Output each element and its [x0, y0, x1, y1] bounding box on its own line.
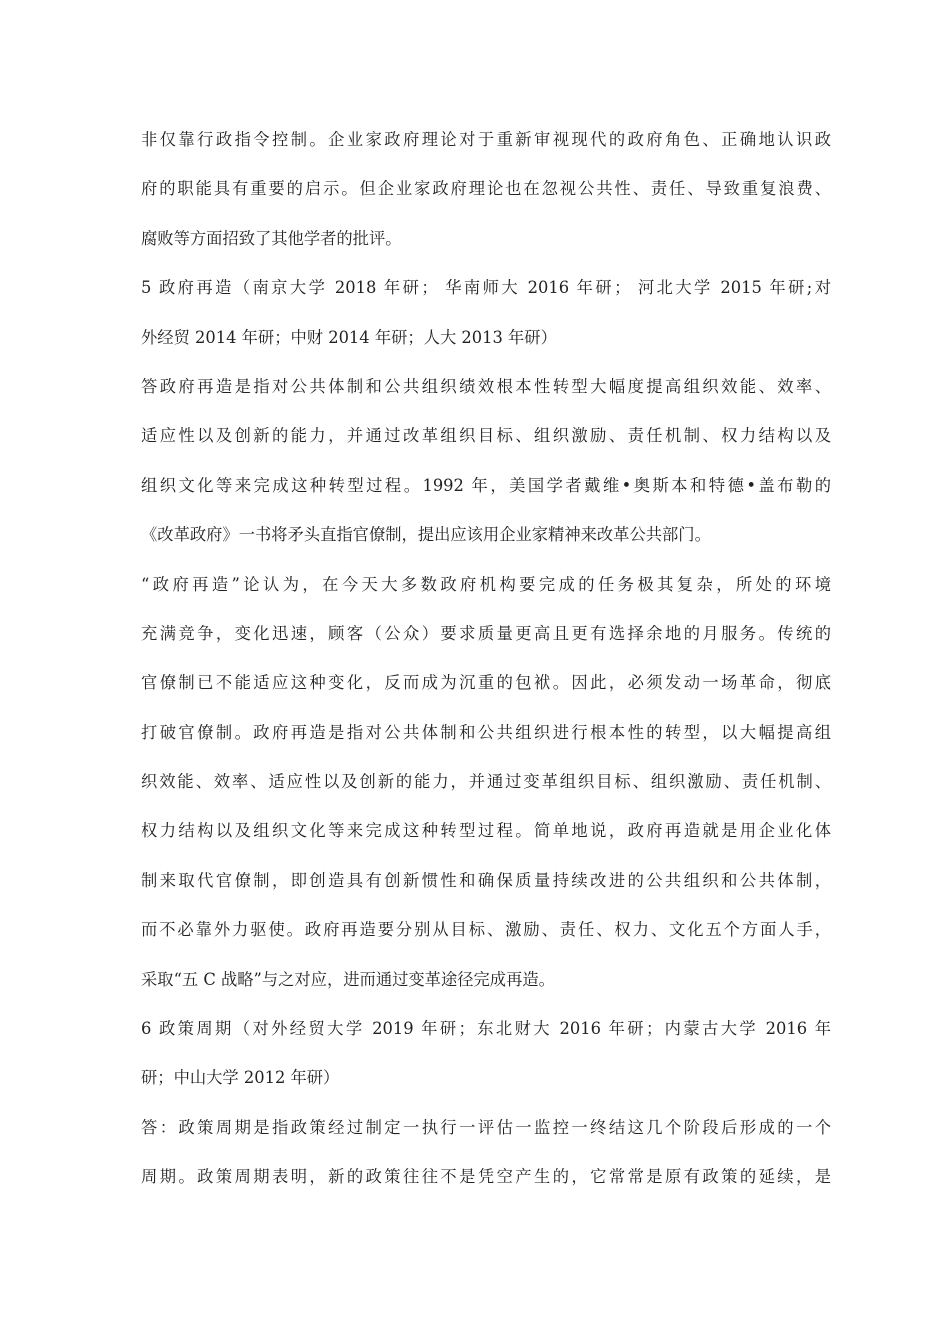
text-line: 答：政策周期是指政策经过制定一执行一评估一监控一终结这几个阶段后形成的一个: [141, 1117, 831, 1137]
text-line: 制来取代官僚制，即创造具有创新惯性和确保质量持续改进的公共组织和公共体制，: [141, 870, 831, 890]
text-line: 充满竞争，变化迅速，顾客（公众）要求质量更高且更有选择余地的月服务。传统的: [141, 623, 831, 643]
text-line: 采取“五 C 战略”与之对应，进而通过变革途径完成再造。: [141, 969, 555, 989]
text-line: 而不必靠外力驱使。政府再造要分别从目标、激励、责任、权力、文化五个方面人手，: [141, 920, 831, 940]
text-line: 非仅靠行政指令控制。企业家政府理论对于重新审视现代的政府角色、正确地认识政: [141, 130, 831, 149]
text-line: 答政府再造是指对公共体制和公共组织绩效根本性转型大幅度提高组织效能、效率、: [141, 376, 831, 396]
text-line: 织效能、效率、适应性以及创新的能力，并通过变革组织目标、组织激励、责任机制、: [141, 772, 831, 792]
text-line: 府的职能具有重要的启示。但企业家政府理论也在忽视公共性、责任、导致重复浪费、: [141, 179, 831, 199]
section-heading-line: 5 政府再造（南京大学 2018 年研； 华南师大 2016 年研； 河北大学 2015 年研;对: [141, 278, 831, 298]
text-line: “政府再造”论认为，在今天大多数政府机构要完成的任务极其复杂，所处的环境: [141, 574, 831, 594]
text-line: 权力结构以及组织文化等来完成这种转型过程。简单地说，政府再造就是用企业化体: [141, 821, 831, 841]
text-line: 周期。政策周期表明，新的政策往往不是凭空产生的，它常常是原有政策的延续，是: [141, 1167, 831, 1187]
section-heading-line: 外经贸 2014 年研；中财 2014 年研；人大 2013 年研）: [141, 327, 557, 347]
text-line: 《改革政府》一书将矛头直指官僚制，提出应该用企业家精神来改革公共部门。: [141, 525, 711, 545]
text-line: 组织文化等来完成这种转型过程。1992 年，美国学者戴维•奥斯本和特德•盖布勒的: [141, 475, 831, 495]
text-line: 官僚制已不能适应这种变化，反而成为沉重的包袱。因此，必须发动一场革命，彻底: [141, 673, 831, 693]
section-heading-line: 研；中山大学 2012 年研）: [141, 1068, 340, 1088]
text-line: 打破官僚制。政府再造是指对公共体制和公共组织进行根本性的转型，以大幅提高组: [141, 722, 831, 742]
section-heading-line: 6 政策周期（对外经贸大学 2019 年研；东北财大 2016 年研；内蒙古大学 2016 年: [141, 1019, 831, 1039]
text-line: 腐败等方面招致了其他学者的批评。: [141, 228, 402, 248]
text-line: 适应性以及创新的能力，并通过改革组织目标、组织激励、责任机制、权力结构以及: [141, 426, 831, 446]
document-body: [141, 124, 831, 1211]
